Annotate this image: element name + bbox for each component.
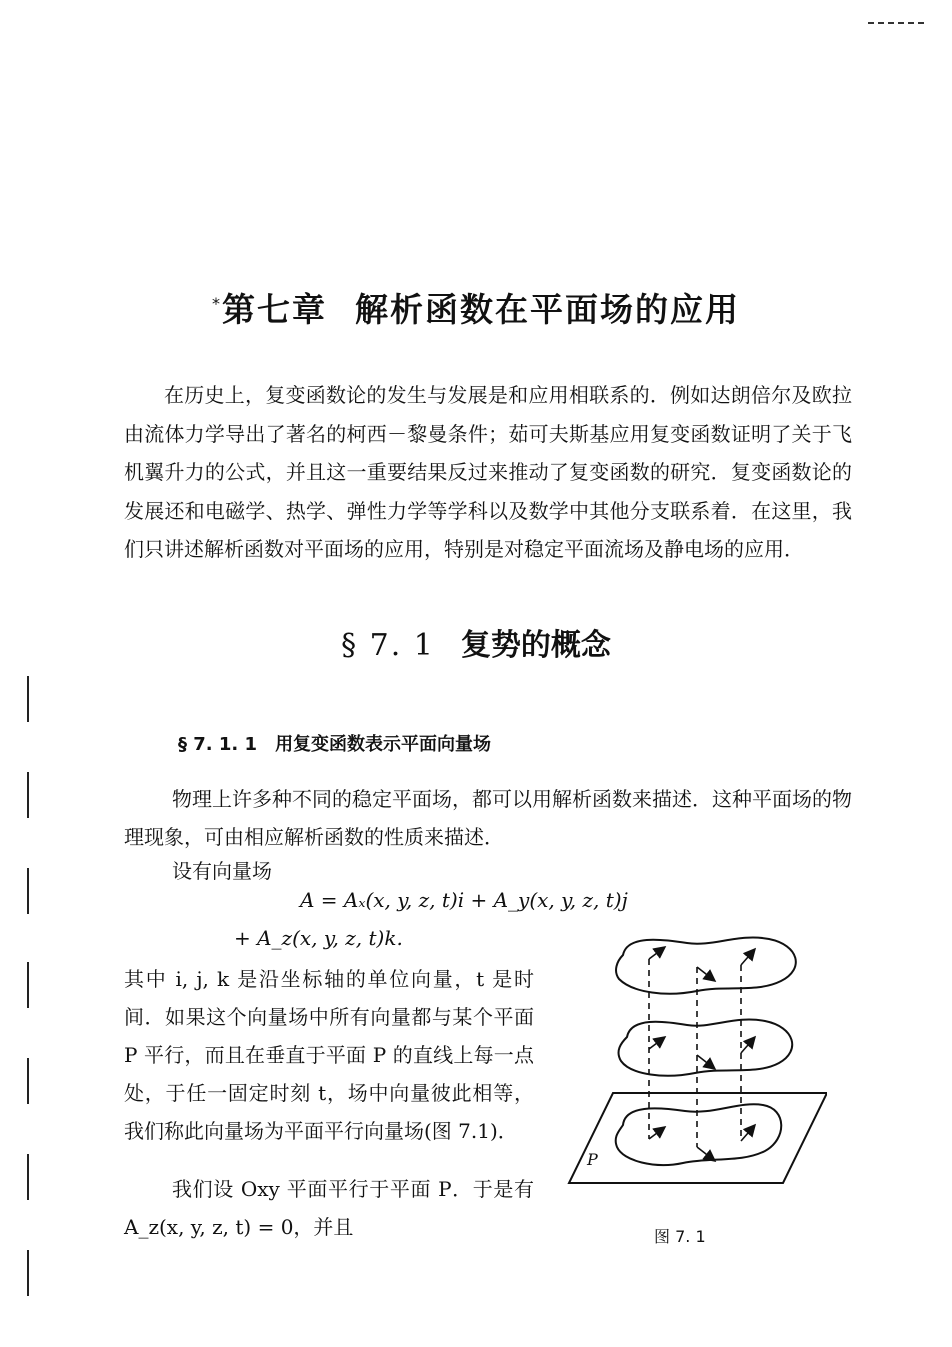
formula-line-1: A = Aₓ(x, y, z, t)i + A_y(x, y, z, t)j: [300, 888, 628, 912]
formula-line-2: + A_z(x, y, z, t)k.: [234, 926, 403, 950]
vector-arrow: [649, 947, 665, 959]
margin-bar: [27, 962, 29, 1008]
plane-p: [569, 1093, 827, 1183]
chapter-label: 第七章: [222, 290, 327, 329]
top-edge-dashes: [868, 22, 924, 24]
section-number: § 7. 1: [341, 628, 435, 663]
figure-caption: 图 7. 1: [654, 1227, 706, 1246]
margin-bar: [27, 1058, 29, 1104]
chapter-star: *: [212, 294, 222, 313]
vector-arrow: [649, 1127, 665, 1139]
margin-bar: [27, 1250, 29, 1296]
plane-label: P: [587, 1150, 598, 1169]
subsection-name: 用复变函数表示平面向量场: [275, 734, 492, 755]
vector-arrow: [741, 1125, 755, 1141]
figure-7-1: [565, 925, 827, 1217]
section-name: 复势的概念: [460, 628, 611, 663]
vector-arrow: [741, 1037, 755, 1053]
intro-paragraph: 在历史上，复变函数论的发生与发展是和应用相联系的．例如达朗倍尔及欧拉由流体力学导出了著名的柯西－黎曼条件；茹可夫斯基应用复变函数证明了关于飞机翼升力的公式，并且这一重要结果反过来推动了复变函数的研究．复变函数论的发展还和电磁学、热学、弹性力学等学科以及数学中其他分支联系着．在这里，我们只讲述解析函数对平面场的应用，特别是对稳定平面流场及静电场的应用．: [124, 383, 852, 561]
margin-bar: [27, 676, 29, 722]
vector-arrow: [697, 1147, 715, 1161]
vector-arrow: [697, 967, 715, 981]
vector-arrow: [649, 1037, 665, 1049]
chapter-title: [0, 284, 952, 331]
contour-top: [616, 937, 796, 993]
paragraph-vector-field: 设有向量场: [172, 859, 272, 883]
section-title: [0, 620, 952, 664]
contour-bottom: [616, 1104, 782, 1165]
chapter-name: 解析函数在平面场的应用: [355, 290, 740, 329]
margin-bar: [27, 772, 29, 818]
paragraph-oxy: 我们设 Oxy 平面平行于平面 P．于是有 A_z(x, y, z, t) = 0，并且: [124, 1177, 534, 1239]
subsection-number: § 7. 1. 1: [178, 734, 258, 755]
vector-arrow: [697, 1055, 715, 1069]
margin-bar: [27, 1154, 29, 1200]
contour-middle: [619, 1019, 793, 1075]
paragraph-plane-parallel: 其中 i, j, k 是沿坐标轴的单位向量，t 是时间．如果这个向量场中所有向量都与某个平面 P 平行，而且在垂直于平面 P 的直线上每一点处，于任一固定时刻 t，场中向量彼此相等，我们称此向量场为平面平行向量场(图 7.1)．: [124, 967, 534, 1143]
margin-bar: [27, 868, 29, 914]
paragraph-intro-fields: 物理上许多种不同的稳定平面场，都可以用解析函数来描述．这种平面场的物理现象，可由相应解析函数的性质来描述．: [124, 787, 852, 849]
subsection-title: [178, 730, 491, 756]
vector-arrow: [741, 949, 755, 965]
